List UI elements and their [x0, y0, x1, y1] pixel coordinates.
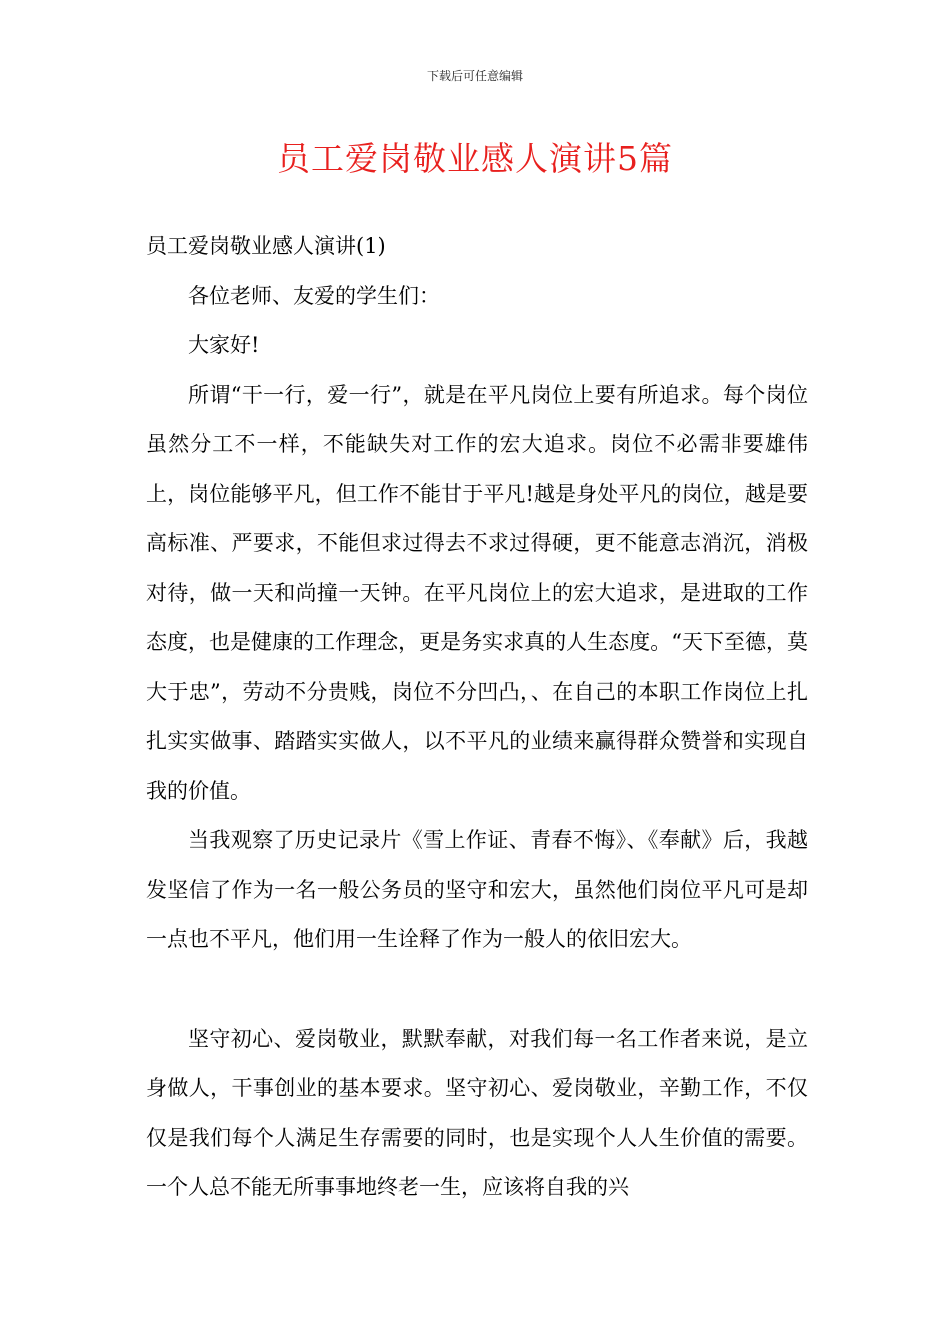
- body-paragraph: 所谓“干一行，爱一行”，就是在平凡岗位上要有所追求。每个岗位虽然分工不一样，不能缺失对工作的宏大追求。岗位不必需非要雄伟上，岗位能够平凡，但工作不能甘于平凡!越是身处平凡的岗位，越是要高标准、严要求，不能但求过得去不求过得硬，更不能意志消沉，消极对待，做一天和尚撞一天钟。在平凡岗位上的宏大追求，是进取的工作态度，也是健康的工作理念，更是务实求真的人生态度。“天下至德，莫大于忠”，劳动不分贵贱，岗位不分凹凸，、在自己的本职工作岗位上扎扎实实做事、踏踏实实做人，以不平凡的业绩来赢得群众赞誉和实现自我的价值。: [146, 382, 808, 803]
- section-heading: 员工爱岗敬业感人演讲(1): [146, 234, 386, 258]
- document-body: [146, 222, 808, 1213]
- salutation: 各位老师、友爱的学生们：: [188, 283, 440, 308]
- document-title: 员工爱岗敬业感人演讲5篇: [277, 139, 673, 178]
- page-header-note: 下载后可任意编辑: [426, 69, 523, 83]
- body-paragraph: 坚守初心、爱岗敬业，默默奉献，对我们每一名工作者来说，是立身做人，干事创业的基本要求。坚守初心、爱岗敬业，辛勤工作，不仅仅是我们每个人满足生存需要的同时，也是实现个人人生价值的需要。一个人总不能无所事事地终老一生，应该将自我的兴: [146, 1026, 808, 1199]
- body-paragraph: 当我观察了历史记录片《雪上作证、青春不悔》、《奉献》后，我越发坚信了作为一名一般公务员的坚守和宏大，虽然他们岗位平凡可是却一点也不平凡，他们用一生诠释了作为一般人的依旧宏大。: [146, 828, 808, 951]
- greeting: 大家好!: [188, 333, 260, 357]
- paragraph-spacer: [146, 965, 808, 1015]
